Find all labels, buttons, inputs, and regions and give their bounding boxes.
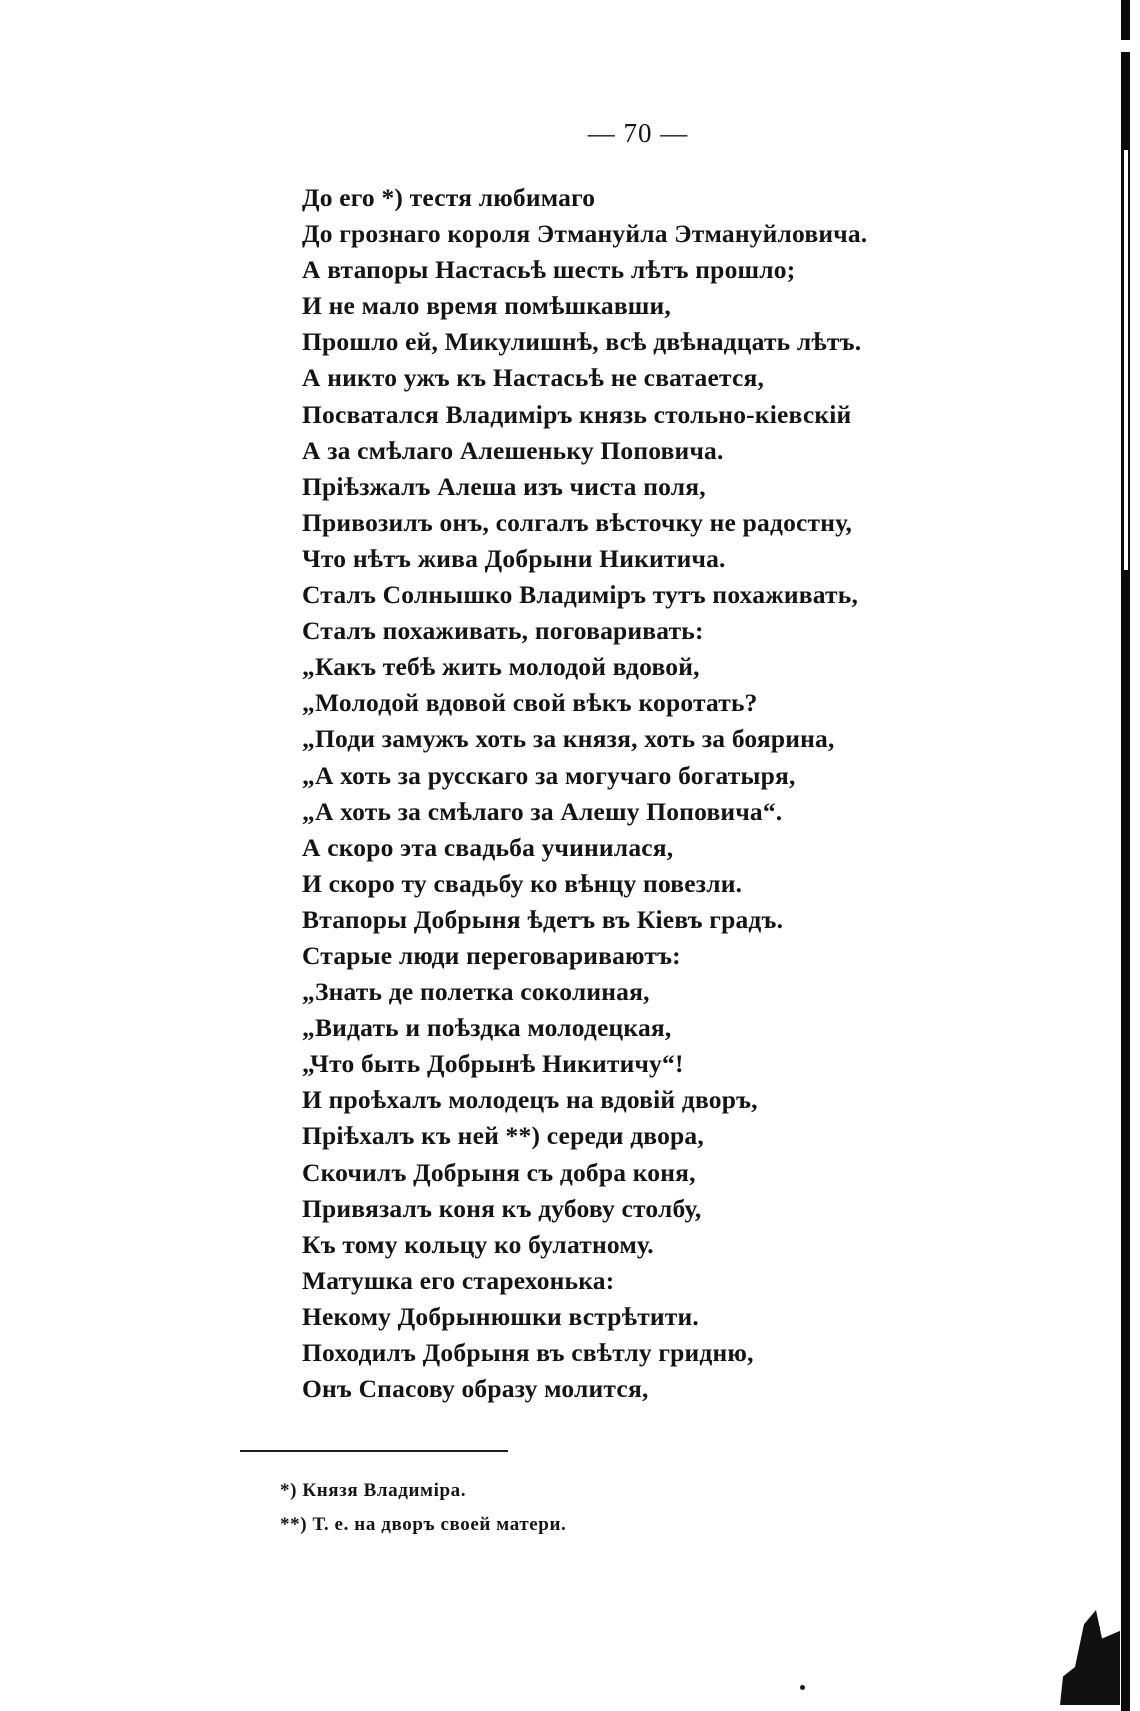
poem-line: Старые люди переговариваютъ: xyxy=(302,940,681,970)
footnote-divider xyxy=(240,1450,508,1452)
poem-line: „Что быть Добрынѣ Никитичу“! xyxy=(302,1049,684,1079)
poem-line: Пріѣзжалъ Алеша изъ чиста поля, xyxy=(302,471,706,501)
scan-edge-gap xyxy=(1124,150,1128,570)
poem-line: „А хоть за русскаго за могучаго богатыря, xyxy=(302,760,796,790)
footnote-2: **) Т. е. на дворъ своей матери. xyxy=(280,1514,567,1535)
poem-line: „Какъ тебѣ жить молодой вдовой, xyxy=(302,652,700,682)
poem-text xyxy=(302,180,942,1407)
scan-edge-gap xyxy=(1121,40,1130,52)
poem-line: И не мало время помѣшкавши, xyxy=(302,291,671,321)
footnote-1: *) Князя Владиміра. xyxy=(280,1480,467,1501)
poem-line: До грознаго короля Этмануйла Этмануйловича. xyxy=(302,219,868,249)
poem-line: Пріѣхалъ къ ней **) середи двора, xyxy=(302,1121,704,1151)
poem-line: До его *) тестя любимаго xyxy=(302,183,596,212)
poem-line: Сталъ Солнышко Владиміръ тутъ похаживать, xyxy=(302,580,859,610)
poem-line: Къ тому кольцу ко булатному. xyxy=(302,1229,654,1259)
poem-line: Что нѣтъ жива Добрыни Никитича. xyxy=(302,543,726,573)
poem-line: А никто ужъ къ Настасьѣ не сватается, xyxy=(302,363,765,393)
poem-line: Привозилъ онъ, солгалъ вѣсточку не радостну, xyxy=(302,507,853,537)
poem-line: А втапоры Настасьѣ шесть лѣтъ прошло; xyxy=(302,255,796,285)
poem-line: Некому Добрынюшки встрѣтити. xyxy=(302,1301,700,1331)
poem-line: „Молодой вдовой свой вѣкъ коротать? xyxy=(302,688,758,718)
poem-line: Скочилъ Добрыня съ добра коня, xyxy=(302,1157,696,1187)
poem-line: И проѣхалъ молодецъ на вдовій дворъ, xyxy=(302,1085,758,1115)
poem-line: Посватался Владиміръ князь стольно-кіевскій xyxy=(302,399,852,429)
poem-line: А скоро эта свадьба учинилася, xyxy=(302,832,674,862)
scan-speck xyxy=(800,1685,805,1690)
poem-line: „Видать и поѣздка молодецкая, xyxy=(302,1013,672,1043)
poem-line: А за смѣлаго Алешеньку Поповича. xyxy=(302,435,724,465)
poem-line: Сталъ похаживать, поговаривать: xyxy=(302,616,704,646)
poem-line: Матушка его старехонька: xyxy=(302,1265,615,1295)
poem-line: „Знать де полетка соколиная, xyxy=(302,977,650,1007)
scan-blot xyxy=(1060,1610,1120,1705)
poem-line: „А хоть за смѣлаго за Алешу Поповича“. xyxy=(302,796,783,826)
poem-line: Походилъ Добрыня въ свѣтлу гридню, xyxy=(302,1338,754,1367)
poem-line: И скоро ту свадьбу ко вѣнцу повезли. xyxy=(302,868,743,898)
poem-line: Онъ Спасову образу молится, xyxy=(302,1374,649,1404)
footnotes xyxy=(280,1474,566,1542)
poem-line: Прошло ей, Микулишнѣ, всѣ двѣнадцать лѣтъ. xyxy=(302,327,862,357)
page-number: — 70 — xyxy=(587,118,689,148)
poem-line: Привязалъ коня къ дубову столбу, xyxy=(302,1193,702,1223)
poem-line: „Поди замужъ хоть за князя, хоть за боярина, xyxy=(302,724,835,754)
poem-line: Втапоры Добрыня ѣдетъ въ Кіевъ градъ. xyxy=(302,904,784,934)
